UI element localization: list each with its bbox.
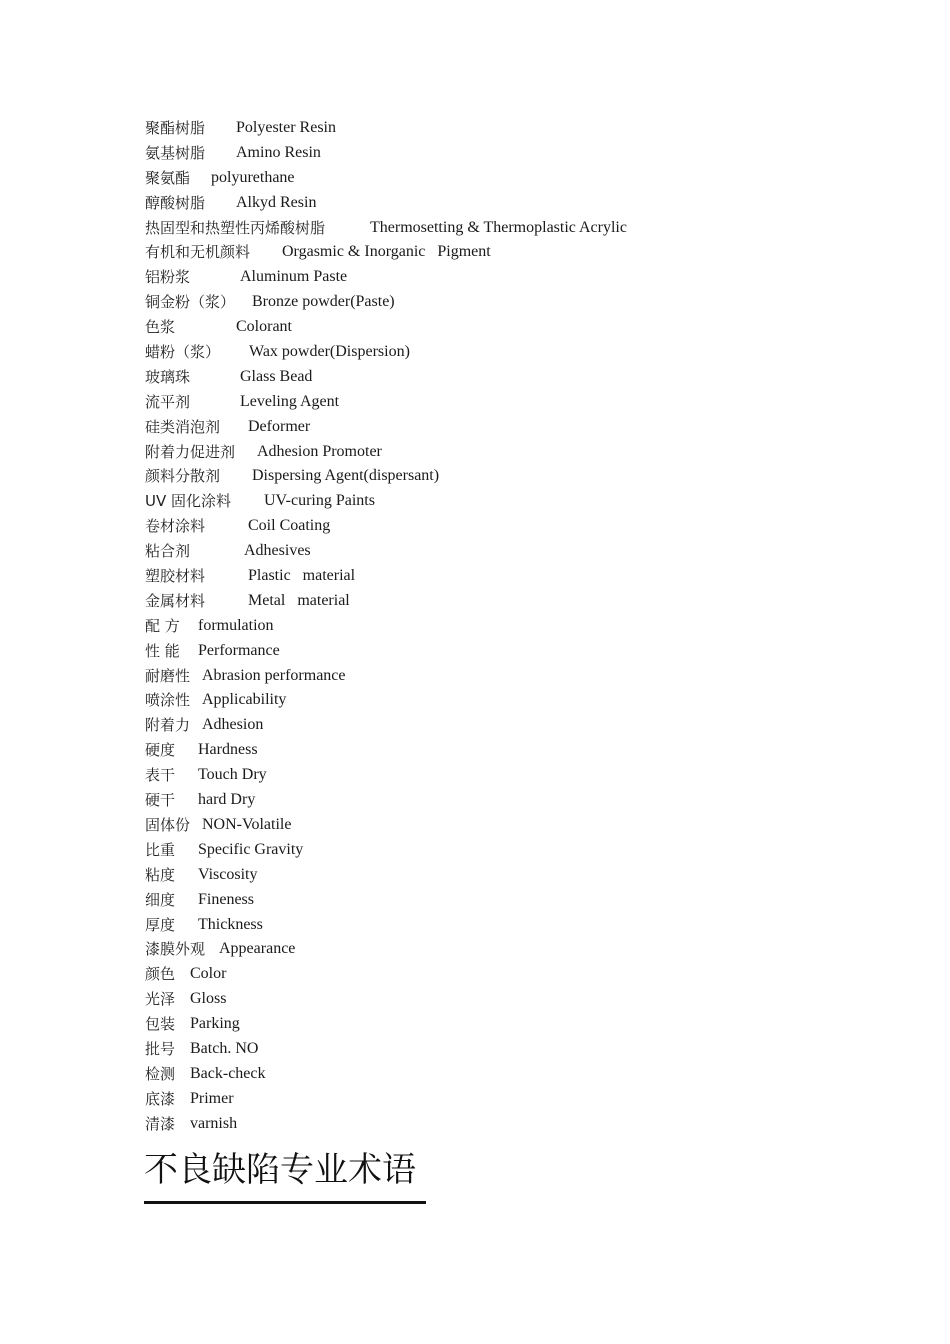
term-english: Aluminum Paste [240,268,348,286]
term-english: Gloss [190,990,227,1008]
term-chinese: 塑胶材料 [145,567,206,586]
term-english: Thickness [198,915,263,933]
term-chinese: 喷涂性 [145,691,191,710]
term-chinese: 光泽 [145,990,176,1009]
term-english: Color [190,965,227,983]
term-chinese: 厚度 [145,915,176,934]
term-english: polyurethane [211,168,295,186]
term-english: Fineness [198,890,254,908]
term-chinese: 铝粉浆 [145,268,191,287]
term-english: Adhesives [244,542,311,560]
term-chinese: 表干 [145,766,176,785]
term-english: Primer [190,1089,234,1107]
term-english: Specific Gravity [198,840,304,858]
term-english: Orgasmic & Inorganic Pigment [282,243,491,261]
term-english: UV-curing Paints [264,492,375,510]
term-english: NON-Volatile [202,815,292,833]
term-english: Amino Resin [236,143,321,161]
term-english: Parking [190,1015,240,1033]
term-chinese: 醇酸树脂 [145,193,206,212]
term-english: Thermosetting & Thermoplastic Acrylic [370,218,627,236]
term-chinese: 硬干 [145,791,176,810]
term-chinese: 氨基树脂 [145,143,206,162]
term-chinese: 聚酯树脂 [145,119,206,137]
term-english: Alkyd Resin [236,193,317,211]
term-chinese: 粘合剂 [145,542,191,561]
term-english: Touch Dry [198,766,267,784]
term-english: Adhesion [202,716,264,734]
term-english: Metal material [248,591,350,609]
term-chinese: 底漆 [145,1089,176,1108]
term-chinese: 玻璃珠 [145,367,191,386]
term-english: Dispersing Agent(dispersant) [252,467,440,485]
term-chinese: 比重 [145,840,176,859]
term-chinese: 有机和无机颜料 [145,243,251,262]
term-english: formulation [198,616,274,634]
term-english: Applicability [202,691,287,709]
term-chinese: 细度 [145,890,176,909]
term-english: Viscosity [198,865,258,883]
term-chinese: 卷材涂料 [145,517,206,536]
term-english: Deformer [248,417,311,435]
term-english: Batch. NO [190,1039,259,1057]
term-chinese: 硅类消泡剂 [145,417,221,436]
term-english: Appearance [219,940,296,958]
term-chinese: 硬度 [145,741,176,760]
term-chinese: 批号 [145,1039,176,1058]
term-chinese: UV 固化涂料 [145,492,232,511]
term-chinese: 配 方 [145,616,180,635]
term-chinese: 检测 [145,1064,176,1083]
term-chinese: 耐磨性 [145,666,191,685]
term-chinese: 聚氨酯 [145,168,191,187]
term-english: Glass Bead [240,367,313,385]
term-chinese: 热固型和热塑性丙烯酸树脂 [145,218,326,237]
term-english: Colorant [236,318,292,336]
term-english: Coil Coating [248,517,331,535]
term-english: Performance [198,641,280,659]
term-chinese: 铜金粉（浆） [145,293,236,312]
term-chinese: 色浆 [145,318,176,337]
term-chinese: 颜料分散剂 [145,467,221,486]
term-chinese: 性 能 [145,641,180,660]
term-chinese: 附着力 [145,716,191,735]
term-chinese: 流平剂 [145,392,191,411]
term-chinese: 粘度 [145,865,176,884]
heading-underline [144,1201,426,1204]
term-chinese: 颜色 [145,965,176,984]
term-chinese: 固体份 [145,815,191,834]
term-chinese: 包装 [145,1015,176,1034]
term-english: Plastic material [248,567,356,585]
term-english: Polyester Resin [236,119,336,136]
section-heading: 不良缺陷专业术语 [144,1150,416,1190]
term-chinese: 蜡粉（浆） [145,343,221,362]
term-english: Adhesion Promoter [257,442,382,460]
term-chinese: 漆膜外观 [145,940,206,959]
term-chinese: 金属材料 [145,591,206,610]
term-english: hard Dry [198,791,256,809]
term-chinese: 清漆 [145,1114,176,1133]
term-chinese: 附着力促进剂 [145,442,236,461]
term-english: Back-check [190,1064,266,1082]
term-english: Bronze powder(Paste) [252,293,395,311]
term-english: varnish [190,1114,238,1132]
term-english: Hardness [198,741,258,759]
term-english: Abrasion performance [202,666,346,684]
term-english: Leveling Agent [240,392,340,410]
term-english: Wax powder(Dispersion) [249,343,410,361]
